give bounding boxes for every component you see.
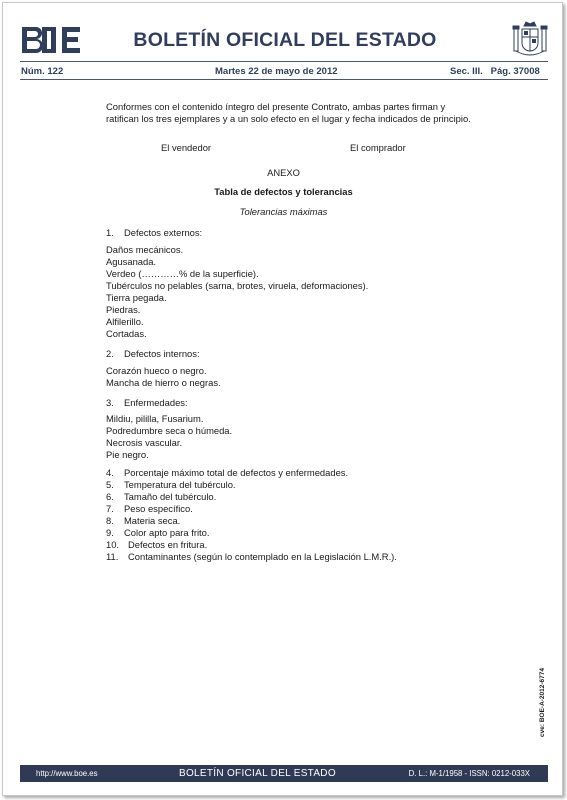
list-item: Cortadas. <box>106 328 147 339</box>
section-page: Sec. III. Pág. 37008 <box>450 66 540 77</box>
header-rule-top <box>20 61 548 62</box>
list-item: Agusanada. <box>106 256 157 267</box>
boe-logo <box>22 27 80 53</box>
buyer-signature: El comprador <box>350 142 406 153</box>
bulletin-title: BOLETÍN OFICIAL DEL ESTADO <box>133 29 437 51</box>
coat-of-arms-icon <box>512 20 548 58</box>
header-rule-bottom <box>20 79 548 80</box>
issue-number: Núm. 122 <box>21 66 64 77</box>
list-item: Piedras. <box>106 304 141 315</box>
numbered-item: 6. Tamaño del tubérculo. <box>106 491 217 502</box>
section-heading-3: 3. Enfermedades: <box>106 397 188 408</box>
footer-legal-deposit: D. L.: M-1/1958 - ISSN: 0212-033X <box>408 769 530 778</box>
footer-url-link[interactable]: http://www.boe.es <box>36 769 98 778</box>
list-item: Mancha de hierro o negras. <box>106 377 221 388</box>
numbered-item: 10. Defectos en fritura. <box>106 539 208 550</box>
seller-signature: El vendedor <box>161 142 212 153</box>
issue-date: Martes 22 de mayo de 2012 <box>215 66 338 77</box>
list-item: Daños mecánicos. <box>106 244 184 255</box>
numbered-item: 8. Materia seca. <box>106 515 181 526</box>
numbered-item: 9. Color apto para frito. <box>106 527 210 538</box>
list-item: Necrosis vascular. <box>106 437 183 448</box>
table-title: Tabla de defectos y tolerancias <box>214 186 353 197</box>
list-item: Alfilerillo. <box>106 316 144 327</box>
list-item: Pie negro. <box>106 449 149 460</box>
list-item: Corazón hueco o negro. <box>106 365 207 376</box>
section-heading-1: 1. Defectos externos: <box>106 227 203 238</box>
list-item: Podredumbre seca o húmeda. <box>106 425 233 436</box>
list-item: Verdeo (…………% de la superficie). <box>106 268 259 279</box>
numbered-item: 4. Porcentaje máximo total de defectos y enfermedades. <box>106 467 349 478</box>
numbered-item: 7. Peso específico. <box>106 503 193 514</box>
annex-heading: ANEXO <box>267 167 300 178</box>
cve-identifier: cve: BOE-A-2012-6774 <box>539 667 546 737</box>
numbered-item: 11. Contaminantes (según lo contemplado en la Legislación L.M.R.). <box>106 551 397 562</box>
tolerances-subtitle: Tolerancias máximas <box>239 206 328 217</box>
section-heading-2: 2. Defectos internos: <box>106 348 200 359</box>
closing-paragraph: Conformes con el contenido íntegro del presente Contrato, ambas partes firman y ratifican los tres ejemplares y a un solo efecto en el lugar y fecha indicados de principio. <box>106 101 471 124</box>
footer-title: BOLETÍN OFICIAL DEL ESTADO <box>179 768 336 779</box>
list-item: Tubérculos no pelables (sarna, brotes, viruela, deformaciones). <box>106 280 369 291</box>
numbered-item: 5. Temperatura del tubérculo. <box>106 479 236 490</box>
footer-bar <box>20 765 548 782</box>
list-item: Mildiu, pililla, Fusarium. <box>106 413 204 424</box>
list-item: Tierra pegada. <box>106 292 167 303</box>
